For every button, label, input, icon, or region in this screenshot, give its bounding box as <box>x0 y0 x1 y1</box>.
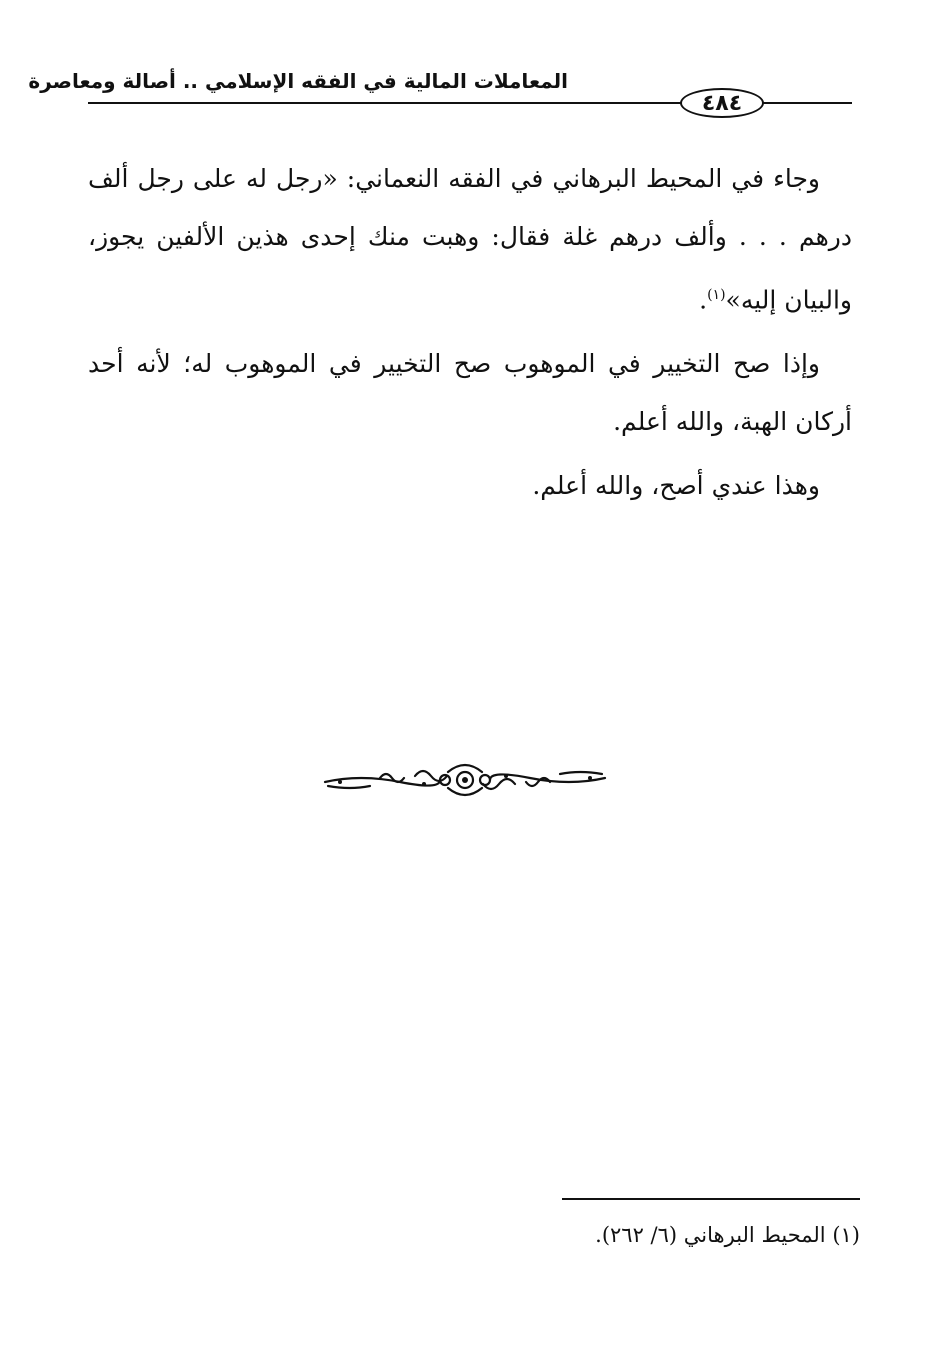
running-header-title: المعاملات المالية في الفقه الإسلامي .. أصالة ومعاصرة <box>28 69 568 93</box>
section-divider-ornament <box>320 760 610 800</box>
paragraph-conclusion: وهذا عندي أصح، والله أعلم. <box>532 471 820 501</box>
footnote-text: (١) المحيط البرهاني (٦/ ٢٦٢). <box>595 1223 860 1247</box>
paragraph-quote-end: . <box>699 285 708 315</box>
footnote-separator <box>562 1198 860 1200</box>
paragraph-quote-text: وجاء في المحيط البرهاني في الفقه النعماني: «رجل له على رجل ألف درهم . . . وألف درهم غلة فقال: وهبت منك إحدى هذين الألفين يجوز، والبيان إليه» <box>88 164 852 315</box>
paragraph-choice: وإذا صح التخيير في الموهوب صح التخيير في الموهوب له؛ لأنه أحد أركان الهبة، والله أعلم. <box>88 349 852 437</box>
paragraph-quote <box>88 150 852 329</box>
main-text <box>88 150 852 521</box>
footnote-marker: (١) <box>707 287 726 303</box>
page-number: ٤٨٤ <box>680 88 764 118</box>
